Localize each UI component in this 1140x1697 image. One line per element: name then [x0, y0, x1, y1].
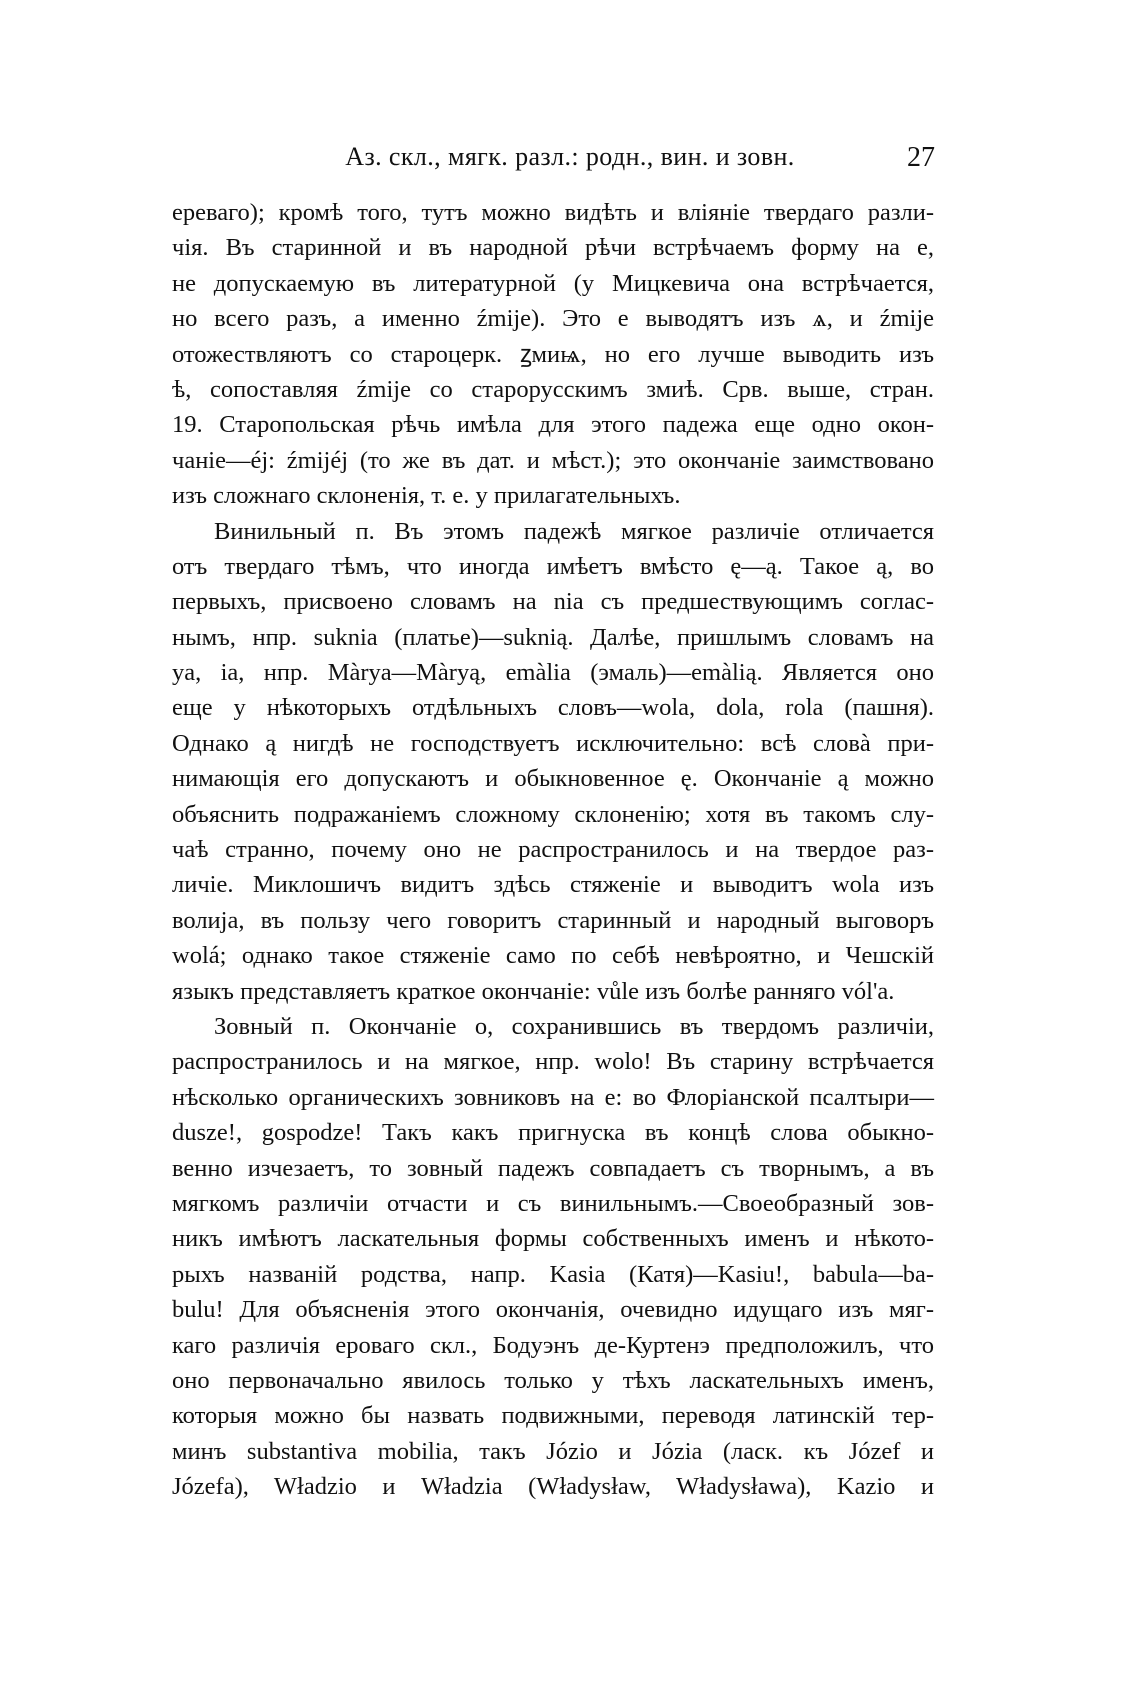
text-line: Однако ą нигдѣ не господствуетъ исключительно: всѣ словà при- [172, 729, 934, 757]
paragraph-start-accusative: Винильный п. Въ этомъ падежѣ мягкое различіе отличается [214, 517, 934, 545]
text-line: волија, въ пользу чего говоритъ старинный и народный выговоръ [172, 906, 934, 934]
text-line: мягкомъ различіи отчасти и съ винильнымъ.—Своеобразный зов- [172, 1189, 934, 1217]
text-line: dusze!, gospodze! Такъ какъ пригнуска въ концѣ слова обыкно- [172, 1119, 934, 1147]
text-line: объяснить подражаніемъ сложному склоненію; хотя въ такомъ слу- [172, 800, 934, 828]
text-line: оно первоначально явилось только у тѣхъ ласкательныхъ именъ, [172, 1366, 934, 1394]
text-line: которыя можно бы назвать подвижными, переводя латинскій тер- [172, 1402, 934, 1430]
text-line: ѣ, сопоставляя źmije со старорусскимъ змиѣ. Срв. выше, стран. [172, 375, 934, 403]
text-line: но всего разъ, а именно źmije). Это e выводятъ изъ ѧ, и źmije [172, 305, 934, 333]
text-line: wolá; однако такое стяженіе само по себѣ невѣроятно, и Чешскій [172, 942, 934, 970]
text-line: bulu! Для объясненія этого окончанія, очевидно идущаго изъ мяг- [172, 1296, 934, 1324]
text-line: личіе. Миклошичъ видитъ здѣсь стяженіе и выводитъ wola изъ [172, 871, 934, 899]
text-line: первыхъ, присвоено словамъ на nia съ предшествующимъ соглас- [172, 588, 934, 616]
text-line: Józefa), Władzio и Władzia (Władysław, Władysława), Kazio и [172, 1473, 934, 1501]
text-line: языкъ представляетъ краткое окончаніе: vůle изъ болѣе ранняго vól'a. [172, 977, 895, 1005]
text-line: 19. Старопольская рѣчь имѣла для этого падежа еще одно окон- [172, 411, 934, 439]
text-line: не допускаемую въ литературной (у Мицкевича она встрѣчается, [172, 269, 934, 297]
text-line: чаѣ странно, почему оно не распространилось и на твердое раз- [172, 836, 934, 864]
text-line: чаніе—éj: źmijéj (то же въ дат. и мѣст.); это окончаніе заимствовано [172, 446, 934, 474]
text-line: нимающія его допускаютъ и обыкновенное ę. Окончаніе ą можно [172, 765, 934, 793]
text-line: отъ твердаго тѣмъ, что иногда имѣетъ вмѣсто ę—ą. Такое ą, во [172, 552, 934, 580]
text-line: еще у нѣкоторыхъ отдѣльныхъ словъ—wola, dola, rola (пашня). [172, 694, 934, 722]
text-line: чія. Въ старинной и въ народной рѣчи встрѣчаемъ форму на e, [172, 234, 934, 262]
running-title: Аз. скл., мягк. разл.: родн., вин. и зовн. [345, 142, 795, 171]
text-line: изъ сложнаго склоненія, т. е. у прилагательныхъ. [172, 482, 681, 510]
body-text [172, 195, 934, 1504]
text-line: минъ substantiva mobilia, такъ Józio и Józia (ласк. къ Józef и [172, 1437, 934, 1465]
page-number: 27 [907, 142, 935, 173]
text-line: распространилось и на мягкое, нпр. wolo! Въ старину встрѣчается [172, 1048, 934, 1076]
text-line: ереваго); кромѣ того, тутъ можно видѣть и вліяніе твердаго разли- [172, 199, 934, 226]
text-line: нымъ, нпр. suknia (платье)—suknią. Далѣе, пришлымъ словамъ на [172, 623, 934, 651]
paragraph-start-vocative: Зовный п. Окончаніе o, сохранившись въ твердомъ различіи, [214, 1012, 934, 1040]
text-line: нѣсколько органическихъ зовниковъ на e: во Флоріанской псалтыри— [172, 1083, 934, 1111]
text-line: каго различія ероваго скл., Бодуэнъ де-Куртенэ предположилъ, что [172, 1331, 934, 1359]
running-header [175, 142, 935, 186]
text-line: венно изчезаетъ, то зовный падежъ совпадаетъ съ творнымъ, а въ [172, 1154, 934, 1182]
text-line: рыхъ названій родства, напр. Kasia (Катя)—Kasiu!, babula—ba- [172, 1260, 934, 1288]
text-line: отожествляютъ со староцерк. ꙁмиѩ, но его лучше выводить изъ [172, 340, 934, 368]
text-line: ya, ia, нпр. Màrya—Màryą, emàlia (эмаль)—emàlią. Является оно [172, 659, 934, 687]
text-line: никъ имѣютъ ласкательныя формы собственныхъ именъ и нѣкото- [172, 1225, 934, 1253]
